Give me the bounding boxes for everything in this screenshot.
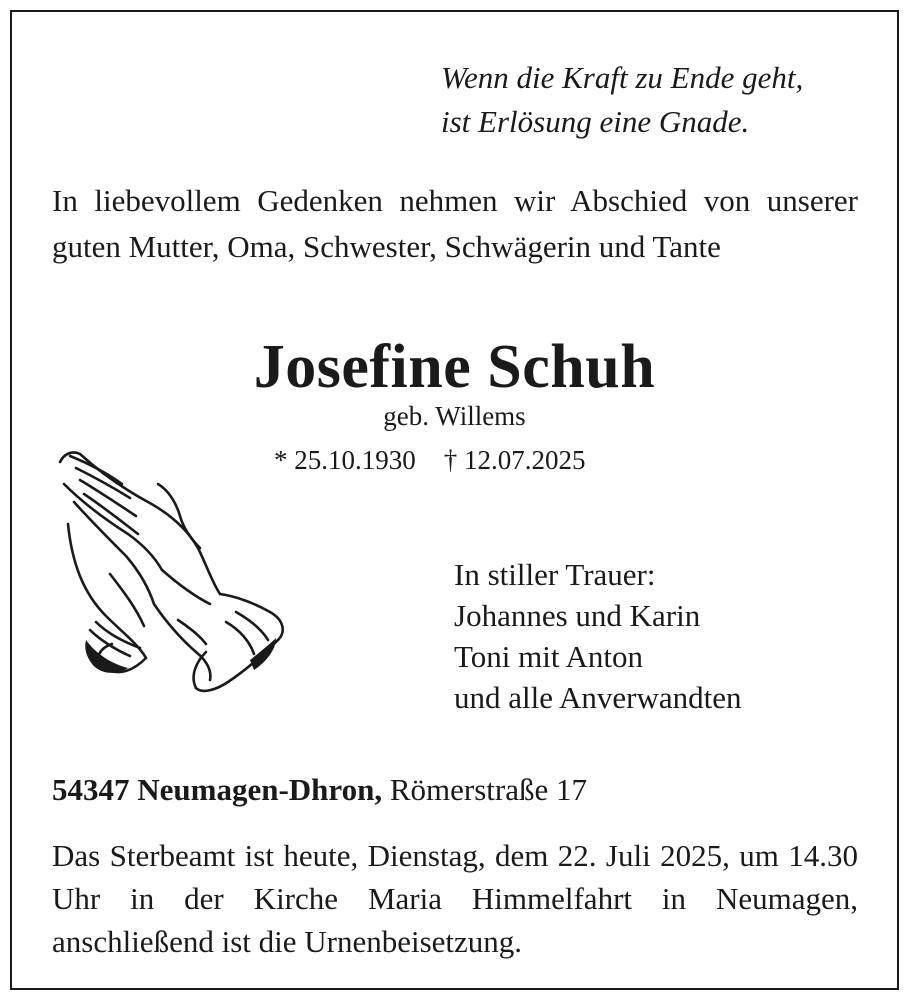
birth-date: * 25.10.1930: [274, 445, 416, 475]
funeral-service-text: Das Sterbeamt ist heute, Dienstag, dem 22. Juli 2025, um 14.30 Uhr in der Kirche Maria Himmelfahrt in Neumagen, anschließend ist die Urnenbeisetzung.: [52, 838, 858, 959]
birth-name: geb. Willems: [383, 401, 526, 431]
motto-quote: [441, 56, 803, 144]
mourner-name: Toni mit Anton: [454, 639, 644, 674]
life-dates: [274, 442, 586, 478]
intro-text: In liebevollem Gedenken nehmen wir Abschied von unserer guten Mutter, Oma, Schwester, Schwägerin und Tante: [52, 183, 858, 264]
motto-line-1: Wenn die Kraft zu Ende geht,: [441, 60, 804, 95]
mourners-block: [454, 554, 742, 718]
deceased-name: Josefine Schuh: [253, 333, 656, 401]
mourner-name: und alle Anverwandten: [454, 680, 742, 715]
mourners-heading: In stiller Trauer:: [454, 557, 656, 592]
family-address: [52, 770, 587, 810]
obituary-notice: [10, 10, 899, 990]
death-date: † 12.07.2025: [443, 445, 586, 475]
praying-hands-icon: [50, 444, 290, 706]
motto-line-2: ist Erlösung eine Gnade.: [441, 104, 750, 139]
address-city: 54347 Neumagen-Dhron,: [52, 772, 383, 807]
mourner-name: Johannes und Karin: [454, 598, 701, 633]
address-street: Römerstraße 17: [389, 772, 587, 807]
